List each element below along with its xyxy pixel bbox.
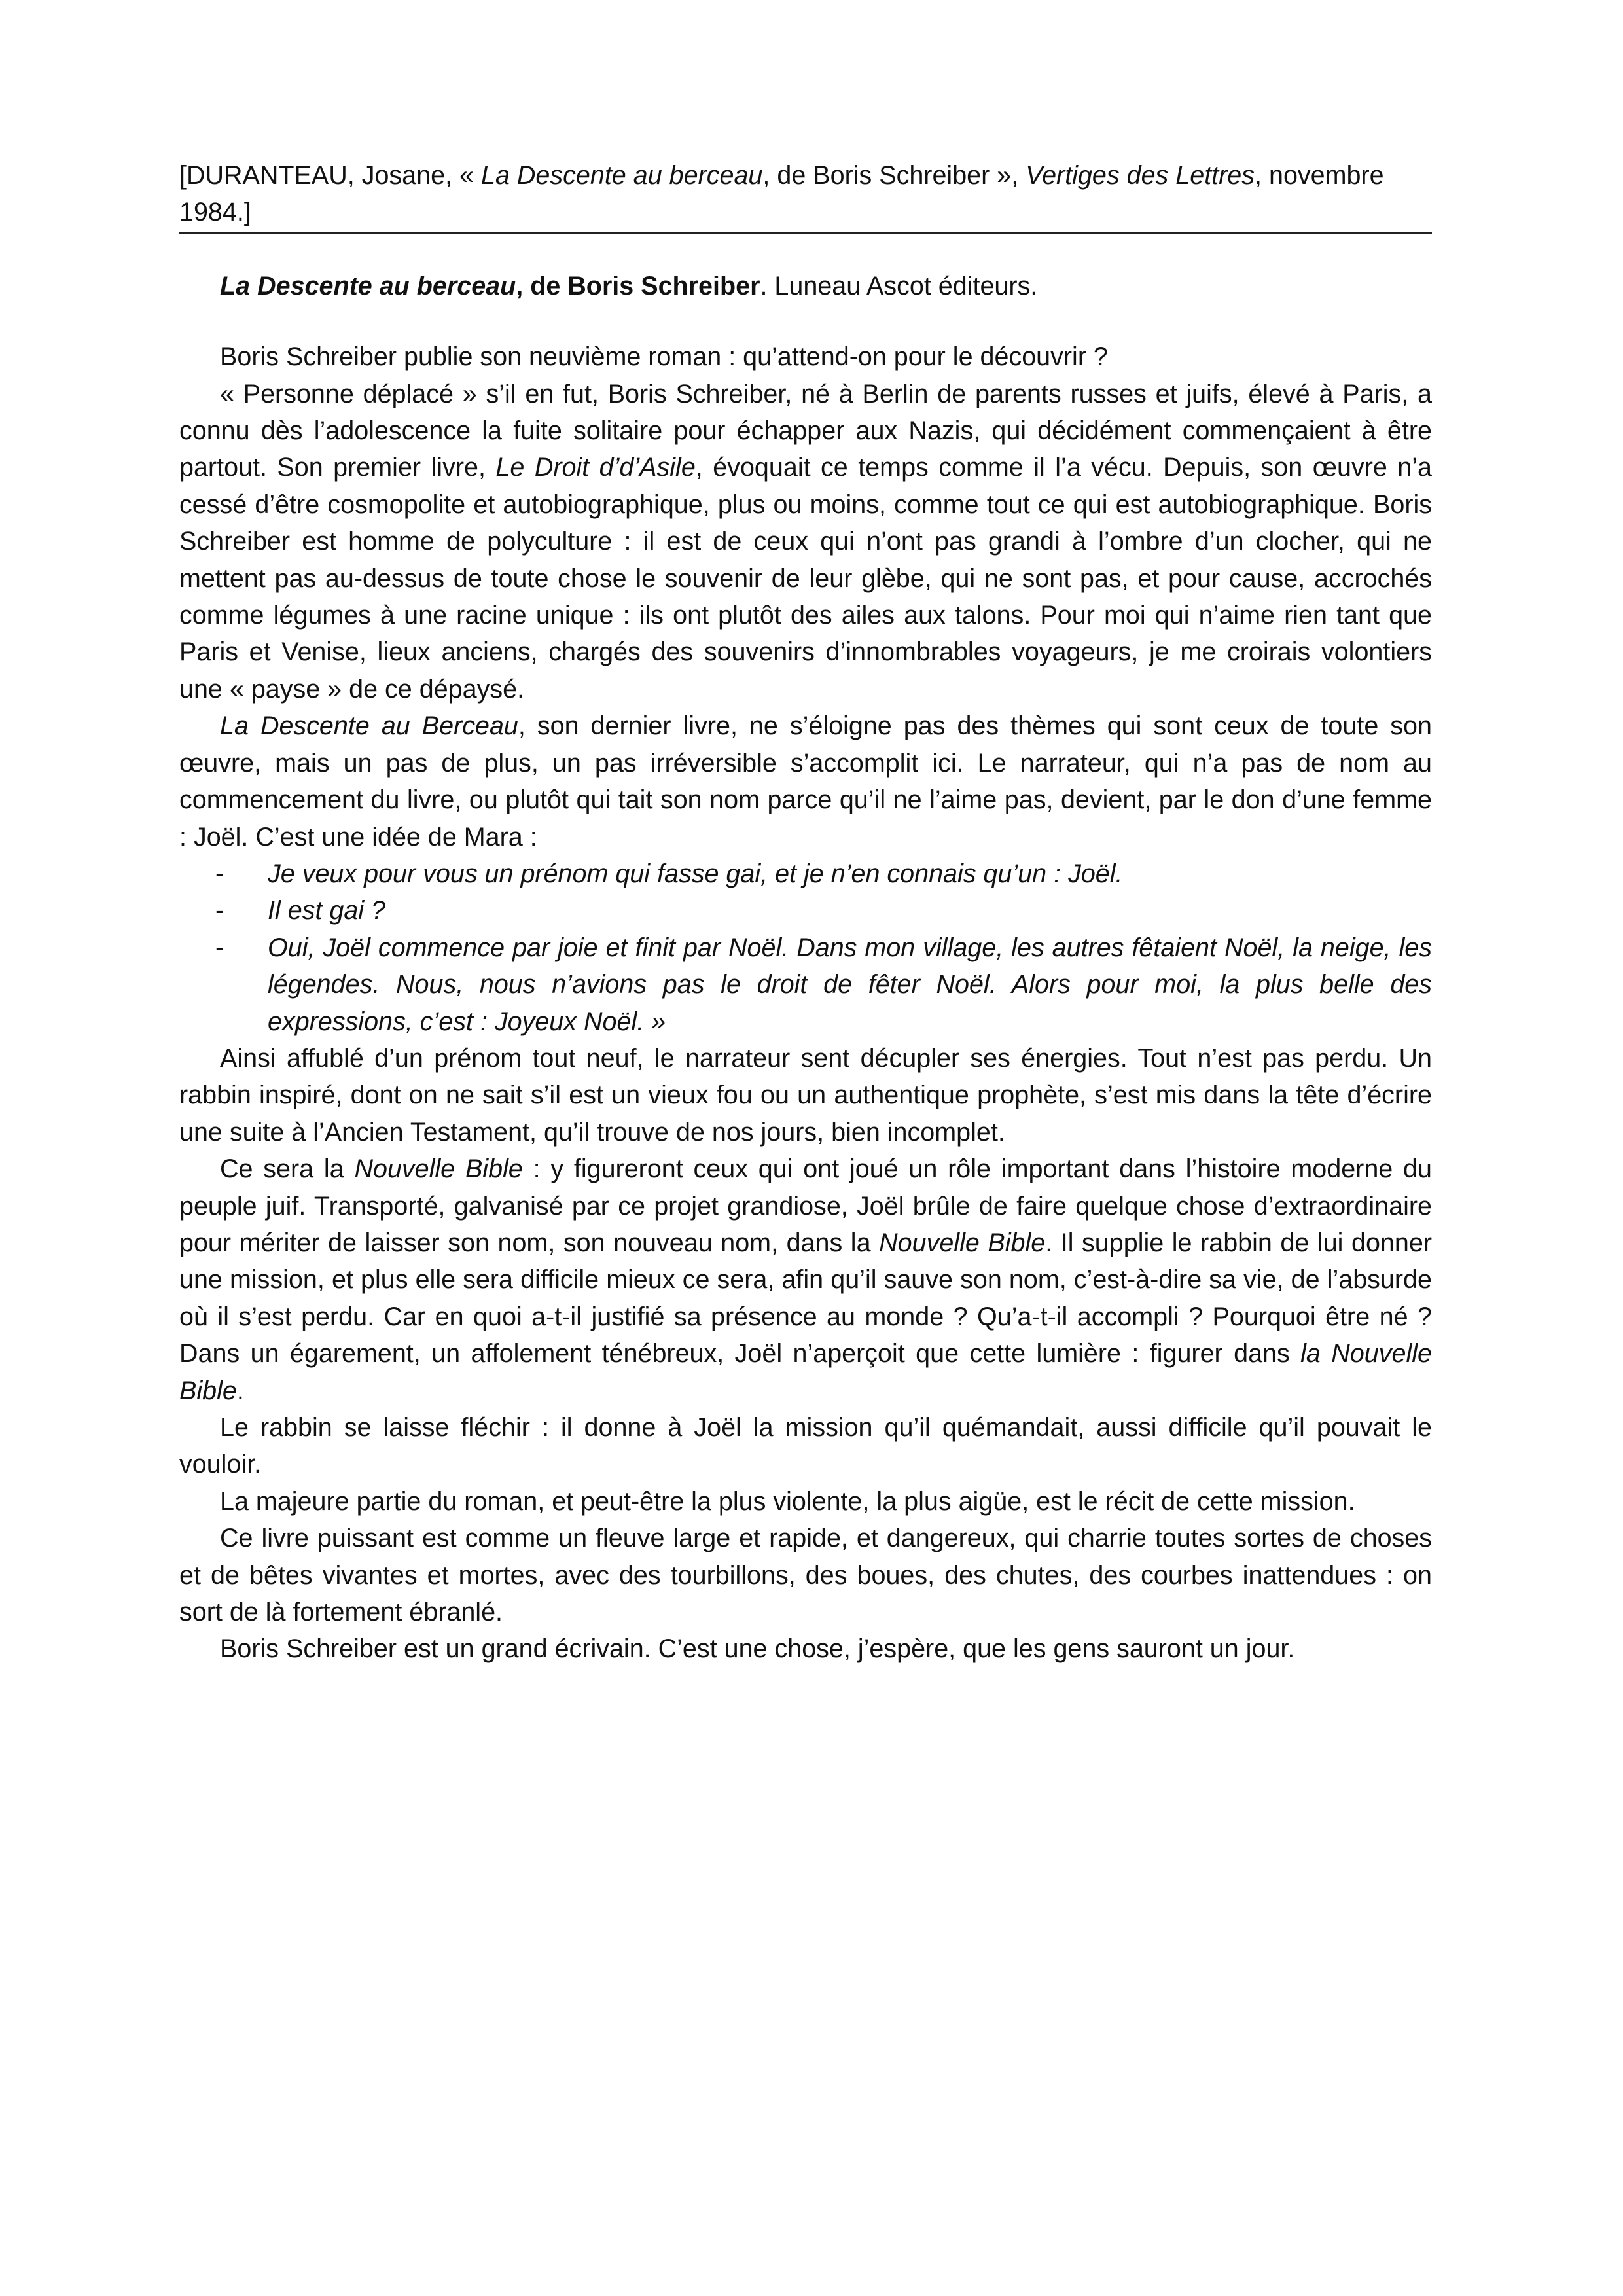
- paragraph-3-text: , son dernier livre, ne s’éloigne pas des thèmes qui sont ceux de toute son œuvre, mais un pas de plus, un pas irréversible s’accomplit ici. Le narrateur, qui n’a pas de nom au commencement du livre, ou plutôt qui tait son nom parce qu’il ne l’aime pas, devient, par le don d’une femme : Joël. C’est une idée de Mara :: [179, 711, 1432, 852]
- title-nouvelle-bible: Nouvelle Bible: [354, 1155, 523, 1184]
- paragraph-5-text-d: .: [236, 1376, 244, 1405]
- citation-journal: Vertiges des Lettres: [1026, 161, 1255, 190]
- title-nouvelle-bible: Nouvelle Bible: [879, 1228, 1046, 1257]
- document-page: [179, 157, 1432, 1668]
- citation-author: [DURANTEAU, Josane, «: [179, 161, 481, 190]
- dialog-line: [179, 929, 1432, 1040]
- paragraph-9: Boris Schreiber est un grand écrivain. C’est une chose, j’espère, que les gens sauront un jour.: [220, 1634, 1295, 1664]
- header-rule: [179, 232, 1432, 234]
- paragraph-2: [179, 376, 1432, 708]
- citation-header: [179, 157, 1432, 232]
- dialog-dash: -: [215, 859, 224, 888]
- paragraph-1: Boris Schreiber publie son neuvième roman : qu’attend-on pour le découvrir ?: [220, 342, 1108, 372]
- dialog-dash: -: [215, 933, 224, 962]
- dialog-line-text: Il est gai ?: [268, 896, 386, 925]
- dialog-line: [179, 892, 1432, 929]
- title-la-nouvelle-bible: la Nouvelle Bible: [179, 1339, 1432, 1405]
- dialog-line-text: Oui, Joël commence par joie et finit par Noël. Dans mon village, les autres fêtaient Noël, la neige, les légendes. Nous, nous n’avions pas le droit de fêter Noël. Alors pour moi, la plus belle des expressions, c’est : Joyeux Noël. »: [268, 933, 1432, 1036]
- citation-date: , novembre 1984.]: [179, 161, 1384, 227]
- paragraph-2-text-b: , évoquait ce temps comme il l’a vécu. Depuis, son œuvre n’a cessé d’être cosmopolite et autobiographique, plus ou moins, comme tout ce qui est autobiographique. Boris Schreiber est homme de polyculture : il est de ceux qui n’ont pas grandi à l’ombre d’un clocher, qui ne mettent pas au-dessus de toute chose le souvenir de leur glèbe, qui ne sont pas, et pour cause, accrochés comme légumes à une racine unique : ils ont plutôt des ailes aux talons. Pour moi qui n’aime rien tant que Paris et Venise, lieux anciens, chargés des souvenirs d’innombrables voyageurs, je me croirais volontiers une « payse » de ce dépaysé.: [179, 453, 1432, 704]
- paragraph-8: Ce livre puissant est comme un fleuve large et rapide, et dangereux, qui charrie toutes sortes de choses et de bêtes vivantes et mortes, avec des tourbillons, des boues, des chutes, des courbes inattendues : on sort de là fortement ébranlé.: [179, 1524, 1432, 1627]
- paragraph-3: [179, 708, 1432, 855]
- dialog-dash: -: [215, 896, 224, 925]
- paragraph-6: Le rabbin se laisse fléchir : il donne à Joël la mission qu’il quémandait, aussi difficile qu’il pouvait le vouloir.: [179, 1413, 1432, 1479]
- dialog-list: [179, 855, 1432, 1040]
- paragraph-2-text-a: « Personne déplacé » s’il en fut, Boris Schreiber, né à Berlin de parents russes et juifs, élevé à Paris, a connu dès l’adolescence la fuite solitaire pour échapper aux Nazis, qui décidément commençaient à être partout. Son premier livre,: [179, 379, 1432, 482]
- book-reference: [179, 268, 1432, 304]
- title-le-droit-dasile: Le Droit d’d’Asile: [495, 453, 696, 482]
- citation-text: , de Boris Schreiber »,: [762, 161, 1026, 190]
- citation-book-title: La Descente au berceau: [480, 161, 763, 190]
- book-title: La Descente au berceau: [220, 271, 516, 300]
- dialog-line: [179, 855, 1432, 892]
- title-la-descente: La Descente au Berceau: [220, 711, 518, 741]
- paragraph-5-text-b: : y figureront ceux qui ont joué un rôle important dans l’histoire moderne du peuple juif. Transporté, galvanisé par ce projet grandiose, Joël brûle de faire quelque chose d’extraordinaire pour mériter de laisser son nom, son nouveau nom, dans la: [179, 1155, 1432, 1257]
- dialog-line-text: Je veux pour vous un prénom qui fasse gai, et je n’en connais qu’un : Joël.: [268, 859, 1123, 888]
- book-author: , de Boris Schreiber: [516, 271, 760, 300]
- book-publisher: . Luneau Ascot éditeurs.: [760, 271, 1038, 300]
- paragraph-5-text-c: . Il supplie le rabbin de lui donner une mission, et plus elle sera difficile mieux ce sera, afin qu’il sauve son nom, c’est-à-dire sa vie, de l’absurde où il s’est perdu. Car en quoi a-t-il justifié sa présence au monde ? Qu’a-t-il accompli ? Pourquoi être né ? Dans un égarement, un affolement ténébreux, Joël n’aperçoit que cette lumière : figurer dans: [179, 1228, 1432, 1369]
- paragraph-5-text-a: Ce sera la: [220, 1155, 355, 1184]
- paragraph-7: La majeure partie du roman, et peut-être la plus violente, la plus aigüe, est le récit de cette mission.: [220, 1486, 1355, 1516]
- paragraph-5: [179, 1151, 1432, 1409]
- paragraph-4: Ainsi affublé d’un prénom tout neuf, le narrateur sent décupler ses énergies. Tout n’est pas perdu. Un rabbin inspiré, dont on ne sait s’il est un vieux fou ou un authentique prophète, s’est mis dans la tête d’écrire une suite à l’Ancien Testament, qu’il trouve de nos jours, bien incomplet.: [179, 1043, 1432, 1147]
